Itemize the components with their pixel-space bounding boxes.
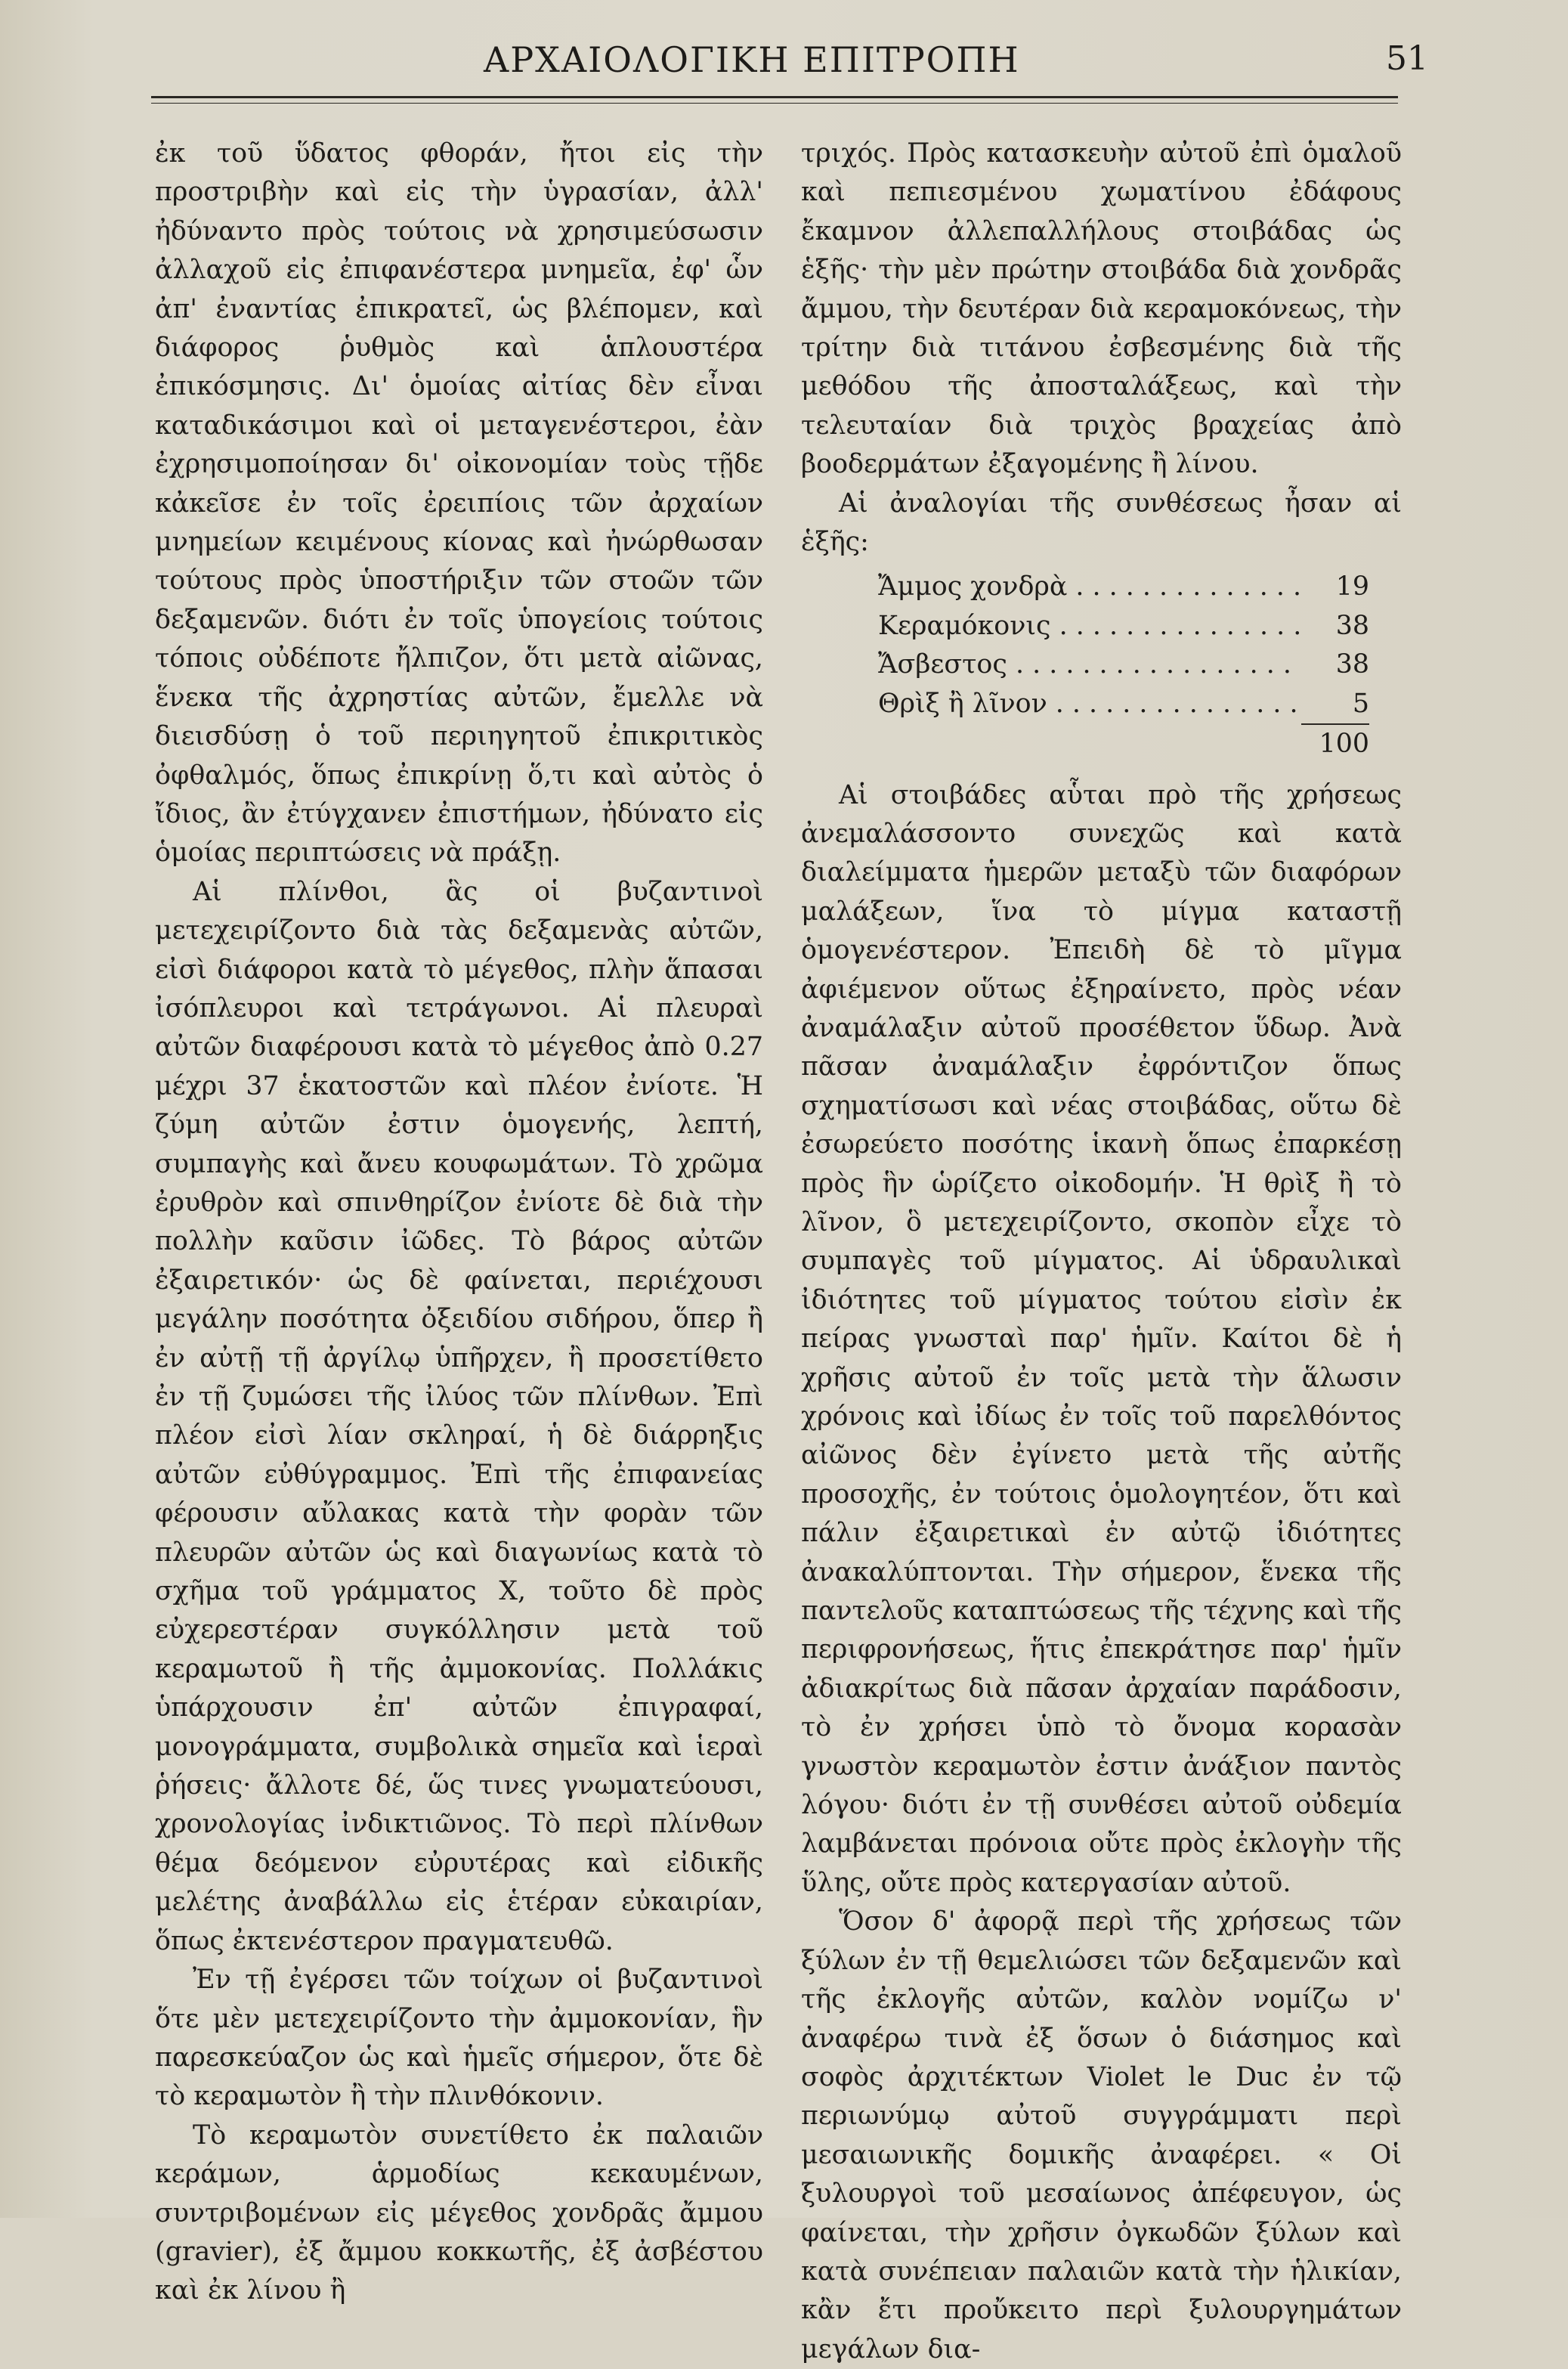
left-paragraph-1: ἐκ τοῦ ὕδατος φθοράν, ἤτοι εἰς τὴν προστριβὴν καὶ εἰς τὴν ὑγρασίαν, ἀλλ' ἠδύναντο πρὸς τούτοις νὰ χρησιμεύσωσιν ἀλλαχοῦ εἰς ἐπιφανέστερα μνημεῖα, ἐφ' ὧν ἀπ' ἐναντίας ἐπικρατεῖ, ὡς βλέπομεν, καὶ διάφορος ῥυθμὸς καὶ ἁπλουστέρα ἐπικόσμησις. Δι' ὁμοίας αἰτίας δὲν εἶναι καταδικάσιμοι καὶ οἱ μεταγενέστεροι, ἐὰν ἐχρησιμοποίησαν δι' οἰκονομίαν τοὺς τῇδε κἀκεῖσε ἐν τοῖς ἐρειπίοις τῶν ἀρχαίων μνημείων κειμένους κίονας καὶ ἠνώρθωσαν τούτους πρὸς ὑποστήριξιν τῶν στοῶν τῶν δεξαμενῶν. διότι ἐν τοῖς ὑπογείοις τούτοις τόποις οὐδέποτε ἤλπιζον, ὅτι μετὰ αἰῶνας, ἕνεκα τῆς ἀχρηστίας αὐτῶν, ἔμελλε νὰ διεισδύσῃ ὁ τοῦ περιηγητοῦ ἐπικριτικὸς ὀφθαλμός, ὅπως ἐπικρίνῃ ὅ,τι καὶ αὐτὸς ὁ ἴδιος, ἂν ἐτύγχανεν ἐπιστήμων, ἠδύνατο εἰς ὁμοίας περιπτώσεις νὰ πράξῃ.: [155, 138, 763, 869]
table-total: 100: [1301, 723, 1369, 763]
table-row-name: Ἄμμος χονδρὰ . . .: [840, 568, 1301, 606]
right-paragraph-1: τριχός. Πρὸς κατασκευὴν αὐτοῦ ἐπὶ ὁμαλοῦ καὶ πεπιεσμένου χωματίνου ἐδάφους ἔκαμνον ἀλλεπαλλήλους στοιβάδας ὡς ἑξῆς· τὴν μὲν πρώτην στοιβάδα διὰ χονδρᾶς ἄμμου, τὴν δευτέραν διὰ κεραμοκόνεως, τὴν τρίτην διὰ τιτάνου ἐσβεσμένης διὰ τῆς μεθόδου τῆς ἀποσταλάξεως, καὶ τὴν τελευταίαν διὰ τριχὸς βραχείας ἀπὸ βοοδερμάτων ἐξαγομένης ἢ λίνου.: [801, 138, 1402, 480]
composition-table: [840, 568, 1369, 763]
table-row: [840, 568, 1369, 606]
table-row: [840, 646, 1369, 684]
table-row-name: Κεραμόκονις . . .: [840, 607, 1301, 646]
page-number: 51: [1386, 39, 1428, 78]
table-row-name: Θρὶξ ἢ λῖνον . . .: [840, 685, 1301, 723]
table-row-name: Ἄσβεστος . . .: [840, 646, 1301, 684]
table-row-value: 38: [1335, 610, 1369, 641]
left-column: [155, 135, 763, 2311]
left-paragraph-3: Ἐν τῇ ἐγέρσει τῶν τοίχων οἱ βυζαντινοὶ ὅτε μὲν μετεχειρίζοντο τὴν ἀμμοκονίαν, ἣν παρεσκεύαζον ὡς καὶ ἡμεῖς σήμερον, ὅτε δὲ τὸ κεραμωτὸν ἢ τὴν πλινθόκονιν.: [155, 1965, 763, 2112]
page-header: [484, 39, 1428, 92]
left-paragraph-2: Αἱ πλίνθοι, ἃς οἱ βυζαντινοὶ μετεχειρίζοντο διὰ τὰς δεξαμενὰς αὐτῶν, εἰσὶ διάφοροι κατὰ τὸ μέγεθος, πλὴν ἅπασαι ἰσόπλευροι καὶ τετράγωνοι. Αἱ πλευραὶ αὐτῶν διαφέρουσι κατὰ τὸ μέγεθος ἀπὸ 0.27 μέχρι 37 ἑκατοστῶν καὶ πλέον ἐνίοτε. Ἡ ζύμη αὐτῶν ἐστιν ὁμογενής, λεπτή, συμπαγὴς καὶ ἄνευ κουφωμάτων. Τὸ χρῶμα ἐρυθρὸν καὶ σπινθηρίζον ἐνίοτε δὲ διὰ τὴν πολλὴν καῦσιν ἰῶδες. Τὸ βάρος αὐτῶν ἐξαιρετικόν· ὡς δὲ φαίνεται, περιέχουσι μεγάλην ποσότητα ὀξειδίου σιδήρου, ὅπερ ἢ ἐν αὐτῇ τῇ ἀργίλῳ ὑπῆρχεν, ἢ προσετίθετο ἐν τῇ ζυμώσει τῆς ἰλύος τῶν πλίνθων. Ἐπὶ πλέον εἰσὶ λίαν σκληραί, ἡ δὲ διάρρηξις αὐτῶν εὐθύγραμμος. Ἐπὶ τῆς ἐπιφανείας φέρουσιν αὔλακας κατὰ τὴν φορὰν τῶν πλευρῶν αὐτῶν ὡς καὶ διαγωνίως κατὰ τὸ σχῆμα τοῦ γράμματος Χ, τοῦτο δὲ πρὸς εὐχερεστέραν συγκόλλησιν μετὰ τοῦ κεραμωτοῦ ἢ τῆς ἀμμοκονίας. Πολλάκις ὑπάρχουσιν ἐπ' αὐτῶν ἐπιγραφαί, μονογράμματα, συμβολικὰ σημεῖα καὶ ἱεραὶ ῥήσεις· ἄλλοτε δέ, ὥς τινες γνωματεύουσι, χρονολογίας ἰνδικτιῶνος. Τὸ περὶ πλίνθων θέμα δεόμενον εὐρυτέρας καὶ εἰδικῆς μελέτης ἀναβάλλω εἰς ἑτέραν εὐκαιρίαν, ὅπως ἐκτενέστερον πραγματευθῶ.: [155, 876, 763, 1956]
right-column: [801, 135, 1402, 2369]
table-row-value: 19: [1335, 571, 1369, 602]
header-rule: [151, 96, 1398, 98]
table-row-value: 5: [1352, 688, 1369, 719]
table-row: [840, 607, 1369, 646]
table-total-row: [840, 723, 1369, 763]
table-row-value: 38: [1335, 649, 1369, 680]
left-paragraph-4: Τὸ κεραμωτὸν συνετίθετο ἐκ παλαιῶν κεράμων, ἁρμοδίως κεκαυμένων, συντριβομένων εἰς μέγεθος χονδρᾶς ἄμμου (gravier), ἐξ ἄμμου κοκκωτῆς, ἐξ ἀσβέστου καὶ ἐκ λίνου ἢ: [155, 2120, 763, 2306]
running-title: ΑΡΧΑΙΟΛΟΓΙΚΗ ΕΠΙΤΡΟΠΗ: [484, 39, 1020, 80]
table-row: [840, 685, 1369, 723]
header-rule-thin: [151, 103, 1398, 104]
table-intro: Αἱ ἀναλογίαι τῆς συνθέσεως ἦσαν αἱ ἑξῆς:: [801, 488, 1402, 558]
right-paragraph-2: Αἱ στοιβάδες αὗται πρὸ τῆς χρήσεως ἀνεμαλάσσοντο συνεχῶς καὶ κατὰ διαλείμματα ἡμερῶν μεταξὺ τῶν διαφόρων μαλάξεων, ἵνα τὸ μίγμα καταστῇ ὁμογενέστερον. Ἐπειδὴ δὲ τὸ μῖγμα ἀφιέμενον οὕτως ἐξηραίνετο, πρὸς νέαν ἀναμάλαξιν αὐτοῦ προσέθετον ὕδωρ. Ἀνὰ πᾶσαν ἀναμάλαξιν ἐφρόντιζον ὅπως σχηματίσωσι καὶ νέας στοιβάδας, οὕτω δὲ ἐσωρεύετο ποσότης ἱκανὴ ὅπως ἐπαρκέσῃ πρὸς ἣν ὡρίζετο οἰκοδομήν. Ἡ θρὶξ ἢ τὸ λῖνον, ὃ μετεχειρίζοντο, σκοπὸν εἶχε τὸ συμπαγὲς τοῦ μίγματος. Αἱ ὑδραυλικαὶ ἰδιότητες τοῦ μίγματος τούτου εἰσὶν ἐκ πείρας γνωσταὶ παρ' ἡμῖν. Καίτοι δὲ ἡ χρῆσις αὐτοῦ ἐν τοῖς μετὰ τὴν ἅλωσιν χρόνοις καὶ ἰδίως ἐν τοῖς τοῦ παρελθόντος αἰῶνος δὲν ἐγίνετο μετὰ τῆς αὐτῆς προσοχῆς, ἐν τούτοις ὁμολογητέον, ὅτι καὶ πάλιν ἐξαιρετικαὶ ἐν αὐτῷ ἰδιότητες ἀνακαλύπτονται. Τὴν σήμερον, ἕνεκα τῆς παντελοῦς καταπτώσεως τῆς τέχνης καὶ τῆς περιφρονήσεως, ἥτις ἐπεκράτησε παρ' ἡμῖν ἀδιακρίτως διὰ πᾶσαν ἀρχαίαν παράδοσιν, τὸ ἐν χρήσει ὑπὸ τὸ ὄνομα κορασὰν γνωστὸν κεραμωτὸν ἐστιν ἀνάξιον παντὸς λόγου· διότι ἐν τῇ συνθέσει αὐτοῦ οὐδεμία λαμβάνεται πρόνοια οὔτε πρὸς ἐκλογὴν τῆς ὕλης, οὔτε πρὸς κατεργασίαν αὐτοῦ.: [801, 779, 1402, 1898]
right-paragraph-3: Ὅσον δ' ἀφορᾷ περὶ τῆς χρήσεως τῶν ξύλων ἐν τῇ θεμελιώσει τῶν δεξαμενῶν καὶ τῆς ἐκλογῆς αὐτῶν, καλὸν νομίζω ν' ἀναφέρω τινὰ ἐξ ὅσων ὁ διάσημος καὶ σοφὸς ἀρχιτέκτων Violet le Duc ἐν τῷ περιωνύμῳ αὐτοῦ συγγράμματι περὶ μεσαιωνικῆς δομικῆς ἀναφέρει. « Οἱ ξυλουργοὶ τοῦ μεσαίωνος ἀπέφευγον, ὡς φαίνεται, τὴν χρῆσιν ὀγκωδῶν ξύλων καὶ κατὰ συνέπειαν παλαιῶν κατὰ τὴν ἡλικίαν, κἂν ἔτι προὔκειτο περὶ ξυλουργημάτων μεγάλων δια-: [801, 1906, 1402, 2364]
